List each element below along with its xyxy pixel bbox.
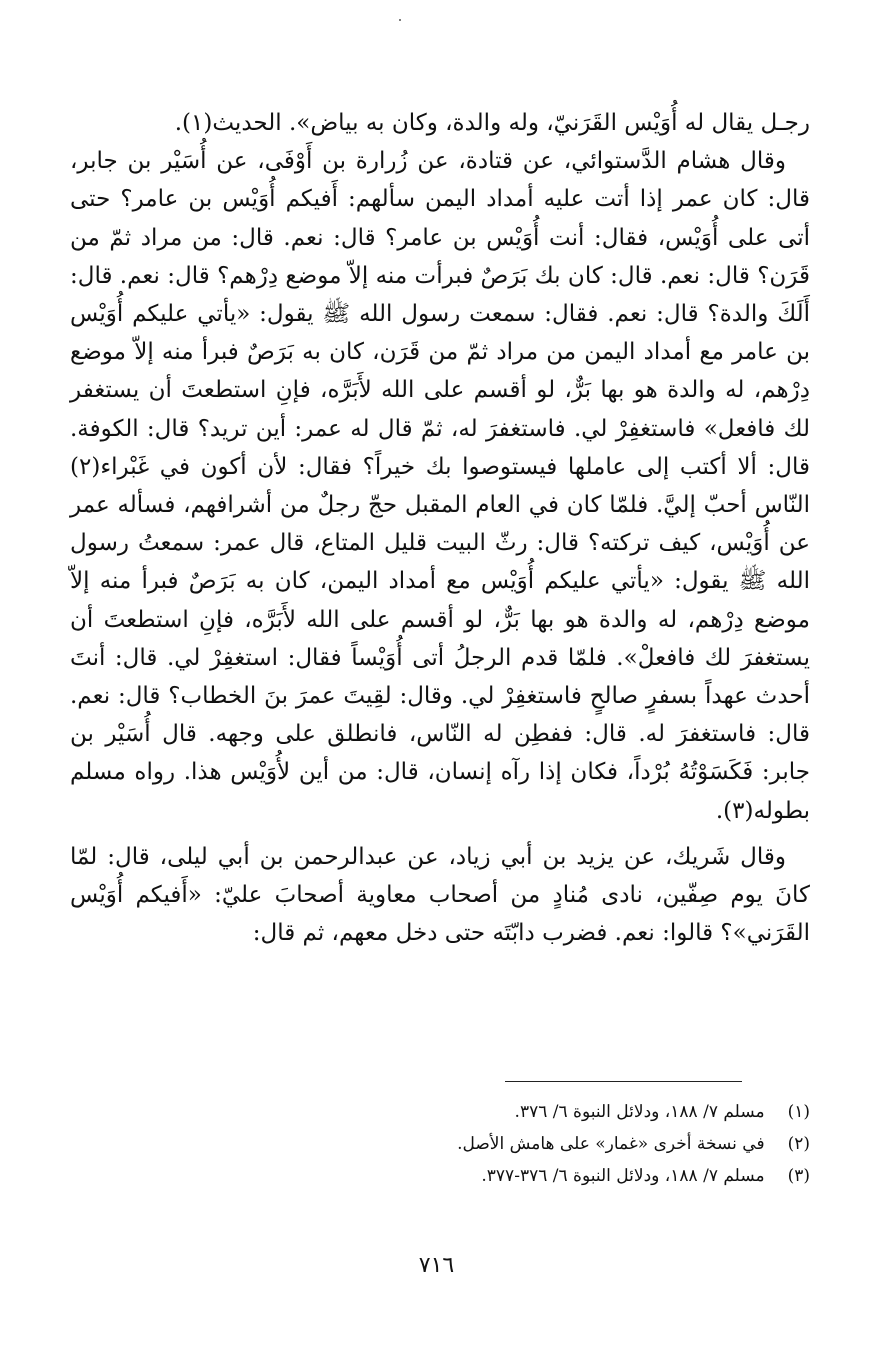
paragraph-continuation: رجـل يقال له أُوَيْس القَرَنيّ، وله والدة، وكان به بياض». الحديث(١). (174, 110, 810, 136)
paragraph-gap (70, 830, 810, 838)
scan-speck (399, 19, 401, 21)
page-number: ٧١٦ (418, 1253, 455, 1278)
footnote-separator (505, 1081, 742, 1082)
footnote (150, 1128, 810, 1160)
footnote-number: (٣) (787, 1166, 810, 1186)
paragraph-sharik-narration: وقال شَريك، عن يزيد بن أبي زياد، عن عبدالرحمن بن أبي ليلى، قال: لمّا كانَ يوم صِفّين، نادى مُنادٍ من أصحاب معاوية أصحابَ عليّ: «أَفيكم أُوَيْس القَرَني»؟ قالوا: نعم. فضرب دابّتَه حتى دخل معهم، ثم قال: (70, 843, 810, 947)
footnote (150, 1160, 810, 1192)
paragraph-hisham-narration: وقال هشام الدَّستوائي، عن قتادة، عن زُرارة بن أَوْفَى، عن أُسَيْر بن جابر، قال: كان عمر إذا أتت عليه أمداد اليمن سألهم: أَفيكم أُوَيْس بن عامر؟ حتى أتى على أُوَيْس، فقال: أنت أُوَيْس بن عامر؟ قال: نعم. قال: من مراد ثمّ من قَرَن؟ قال: نعم. قال: كان بك بَرَصٌ فبرأت منه إلاّ موضع دِرْهم؟ قال: نعم. قال: أَلَكَ والدة؟ قال: نعم. فقال: سمعت رسول الله ﷺ يقول: «يأتي عليكم أُوَيْس بن عامر مع أمداد اليمن من مراد ثمّ من قَرَن، كان به بَرَصٌ فبرأ منه إلاّ موضع دِرْهم، له والدة هو بها بَرٌّ، لو أقسم على الله لأَبَرَّه، فإنِ استطعتَ أن يستغفر لك فافعل» فاستغفِرْ لي. فاستغفرَ له، ثمّ قال له عمر: أين تريد؟ قال: الكوفة. قال: ألا أكتب إلى عاملها فيستوصوا بك خيراً؟ فقال: لأن أكون في غَبْراء(٢) النّاس أحبّ إليَّ. فلمّا كان في العام المقبل حجّ رجلٌ من أشرافهم، فسأله عمر عن أُوَيْس، كيف تركته؟ قال: رثّ البيت قليل المتاع، قال عمر: سمعتُ رسول الله ﷺ يقول: «يأتي عليكم أُوَيْس مع أمداد اليمن، كان به بَرَصٌ فبرأ منه إلاّ موضع دِرْهم، له والدة هو بها بَرٌّ، لو أقسم على الله لأَبَرَّه، فإنِ استطعتَ أن يستغفرَ لك فافعلْ». فلمّا قدم الرجلُ أتى أُوَيْساً فقال: استغفِرْ لي. قال: أنتَ أحدث عهداً بسفرٍ صالحٍ فاستغفِرْ لي. وقال: لقِيتَ عمرَ بنَ الخطاب؟ قال: نعم. قال: فاستغفرَ له. قال: ففطِن له النّاس، فانطلق على وجهه. قال أُسَيْر بن جابر: فَكَسَوْتُهُ بُرْداً، فكان إذا رآه إنسان، قال: من أين لأُوَيْس هذا. رواه مسلم بطوله(٣). (70, 148, 810, 824)
footnote-text: مسلم ٧/ ١٨٨، ودلائل النبوة ٦/ ٣٧٦. (514, 1102, 765, 1122)
footnote-text: في نسخة أخرى «غمار» على هامش الأصل. (457, 1134, 765, 1154)
footnote-number: (٢) (787, 1134, 810, 1154)
footnote-number: (١) (787, 1102, 810, 1122)
main-text (70, 104, 810, 952)
footnote-text: مسلم ٧/ ١٨٨، ودلائل النبوة ٦/ ٣٧٦-٣٧٧. (481, 1166, 765, 1186)
footnotes (150, 1096, 810, 1192)
footnote (150, 1096, 810, 1128)
